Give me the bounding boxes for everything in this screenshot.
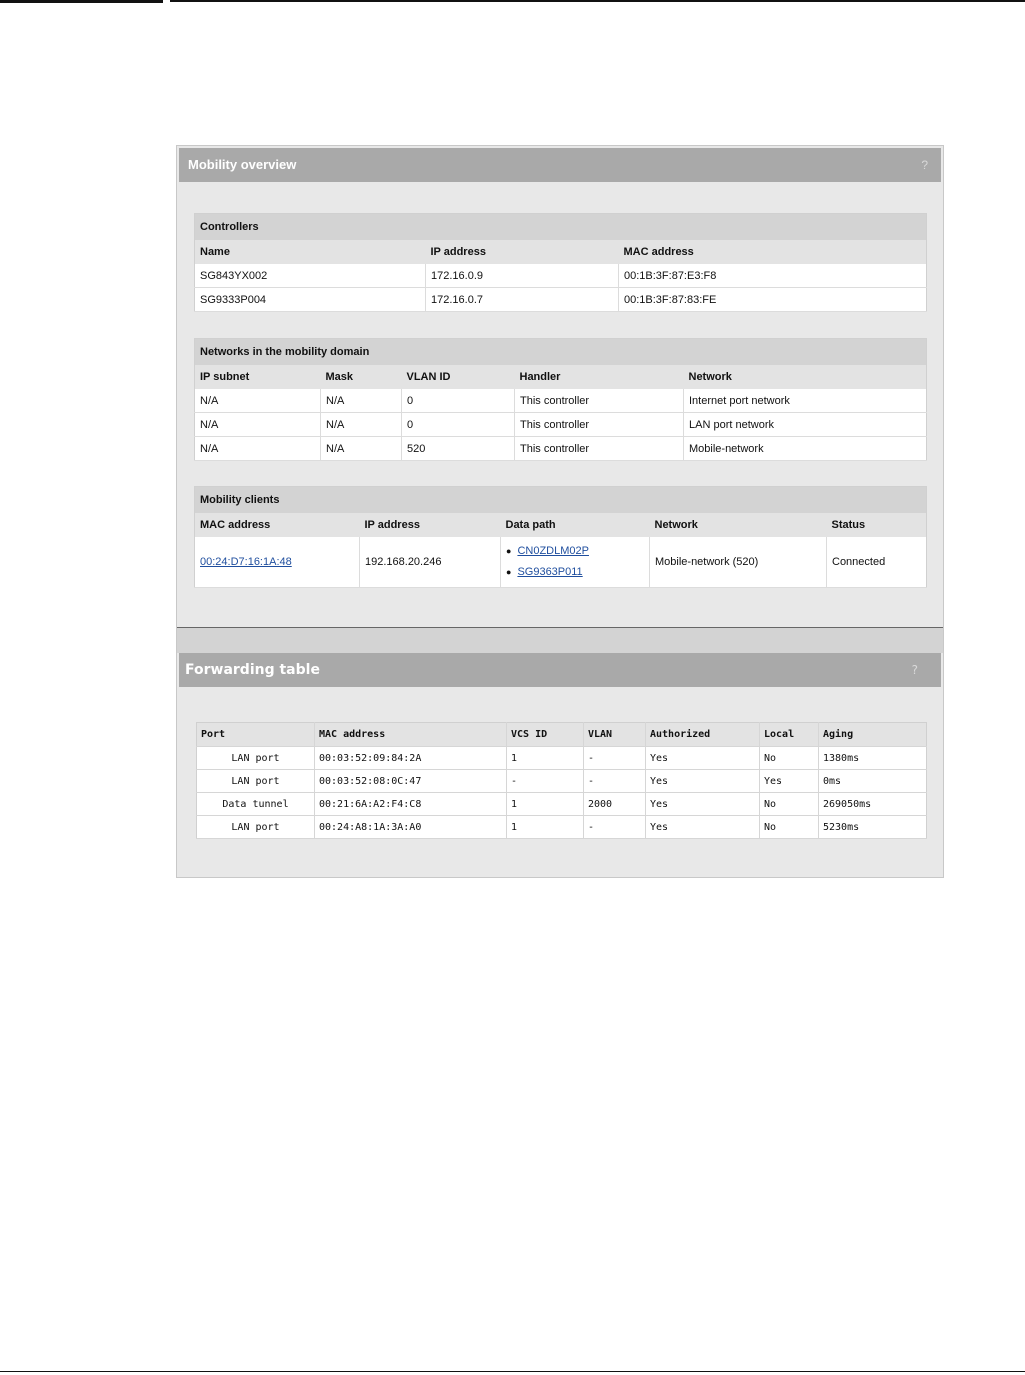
fwd-authorized: Yes <box>646 816 760 839</box>
col-header: Port <box>197 723 315 747</box>
table-row <box>197 747 927 770</box>
fwd-authorized: Yes <box>646 747 760 770</box>
fwd-vcs-id: 1 <box>507 747 584 770</box>
network-handler: This controller <box>515 437 684 461</box>
controller-mac: 00:1B:3F:87:83:FE <box>619 288 927 312</box>
controller-ip: 172.16.0.9 <box>426 264 619 288</box>
controller-name: SG9333P004 <box>195 288 426 312</box>
network-handler: This controller <box>515 413 684 437</box>
fwd-port: LAN port <box>197 770 315 793</box>
fwd-port: Data tunnel <box>197 793 315 816</box>
client-mac-link[interactable]: 00:24:D7:16:1A:48 <box>200 556 292 568</box>
col-header: Authorized <box>646 723 760 747</box>
networks-caption: Networks in the mobility domain <box>195 339 927 366</box>
fwd-aging: 1380ms <box>819 747 927 770</box>
col-header: IP address <box>426 240 619 264</box>
forwarding-table-title: Forwarding table <box>185 662 320 678</box>
col-header: IP subnet <box>195 365 321 389</box>
col-header: Name <box>195 240 426 264</box>
network-subnet: N/A <box>195 437 321 461</box>
controllers-table <box>194 213 927 312</box>
col-header: Local <box>760 723 819 747</box>
network-name: Mobile-network <box>684 437 927 461</box>
page-top-rule-left <box>0 0 163 3</box>
client-status: Connected <box>827 537 927 588</box>
forwarding-table <box>196 722 927 839</box>
fwd-vlan: - <box>584 770 646 793</box>
fwd-mac: 00:21:6A:A2:F4:C8 <box>315 793 507 816</box>
fwd-port: LAN port <box>197 816 315 839</box>
table-row <box>195 389 927 413</box>
bullet-icon: ● <box>506 567 512 577</box>
table-row <box>197 816 927 839</box>
col-header: VLAN <box>584 723 646 747</box>
fwd-local: No <box>760 747 819 770</box>
page-bottom-rule <box>0 1371 1025 1372</box>
table-row <box>195 288 927 312</box>
controller-name: SG843YX002 <box>195 264 426 288</box>
fwd-authorized: Yes <box>646 770 760 793</box>
col-header: VLAN ID <box>402 365 515 389</box>
fwd-local: No <box>760 793 819 816</box>
network-mask: N/A <box>321 413 402 437</box>
forwarding-help-icon[interactable]: ? <box>911 663 918 677</box>
col-header: Network <box>684 365 927 389</box>
network-vlan: 520 <box>402 437 515 461</box>
col-header: VCS ID <box>507 723 584 747</box>
data-path-item <box>506 541 649 562</box>
fwd-vlan: 2000 <box>584 793 646 816</box>
data-path-item <box>506 562 649 583</box>
fwd-local: Yes <box>760 770 819 793</box>
col-header: MAC address <box>195 513 360 537</box>
controllers-caption: Controllers <box>195 214 927 241</box>
col-header: MAC address <box>619 240 927 264</box>
col-header: Mask <box>321 365 402 389</box>
fwd-aging: 0ms <box>819 770 927 793</box>
table-row <box>197 770 927 793</box>
col-header: Handler <box>515 365 684 389</box>
client-network: Mobile-network (520) <box>650 537 827 588</box>
client-mac-cell <box>195 537 360 588</box>
fwd-aging: 5230ms <box>819 816 927 839</box>
mobility-help-icon[interactable]: ? <box>921 158 928 172</box>
col-header: MAC address <box>315 723 507 747</box>
panel-gap <box>177 628 943 653</box>
col-header: Network <box>650 513 827 537</box>
table-row <box>195 437 927 461</box>
fwd-authorized: Yes <box>646 793 760 816</box>
col-header: Status <box>827 513 927 537</box>
screenshot-frame <box>176 145 944 878</box>
fwd-aging: 269050ms <box>819 793 927 816</box>
table-row <box>197 793 927 816</box>
clients-caption: Mobility clients <box>195 487 927 514</box>
table-row <box>195 264 927 288</box>
bullet-icon: ● <box>506 546 512 556</box>
fwd-vcs-id: 1 <box>507 793 584 816</box>
network-name: LAN port network <box>684 413 927 437</box>
network-name: Internet port network <box>684 389 927 413</box>
network-handler: This controller <box>515 389 684 413</box>
page-top-rule-right <box>170 0 1025 2</box>
network-subnet: N/A <box>195 413 321 437</box>
fwd-port: LAN port <box>197 747 315 770</box>
network-vlan: 0 <box>402 389 515 413</box>
controller-mac: 00:1B:3F:87:E3:F8 <box>619 264 927 288</box>
fwd-local: No <box>760 816 819 839</box>
col-header: Aging <box>819 723 927 747</box>
network-subnet: N/A <box>195 389 321 413</box>
controller-ip: 172.16.0.7 <box>426 288 619 312</box>
clients-table <box>194 486 927 588</box>
col-header: Data path <box>501 513 650 537</box>
col-header: IP address <box>360 513 501 537</box>
fwd-vlan: - <box>584 816 646 839</box>
fwd-vcs-id: 1 <box>507 816 584 839</box>
fwd-mac: 00:24:A8:1A:3A:A0 <box>315 816 507 839</box>
forwarding-table-header <box>179 653 941 687</box>
data-path-link[interactable]: SG9363P011 <box>517 566 583 578</box>
fwd-mac: 00:03:52:09:84:2A <box>315 747 507 770</box>
table-row <box>195 413 927 437</box>
mobility-overview-header <box>179 148 941 182</box>
networks-table <box>194 338 927 461</box>
network-mask: N/A <box>321 437 402 461</box>
network-vlan: 0 <box>402 413 515 437</box>
fwd-mac: 00:03:52:08:0C:47 <box>315 770 507 793</box>
fwd-vcs-id: - <box>507 770 584 793</box>
table-row <box>195 537 927 588</box>
network-mask: N/A <box>321 389 402 413</box>
data-path-link[interactable]: CN0ZDLM02P <box>517 545 589 557</box>
client-ip: 192.168.20.246 <box>360 537 501 588</box>
mobility-overview-title: Mobility overview <box>188 157 297 172</box>
fwd-vlan: - <box>584 747 646 770</box>
client-data-path <box>501 537 650 588</box>
